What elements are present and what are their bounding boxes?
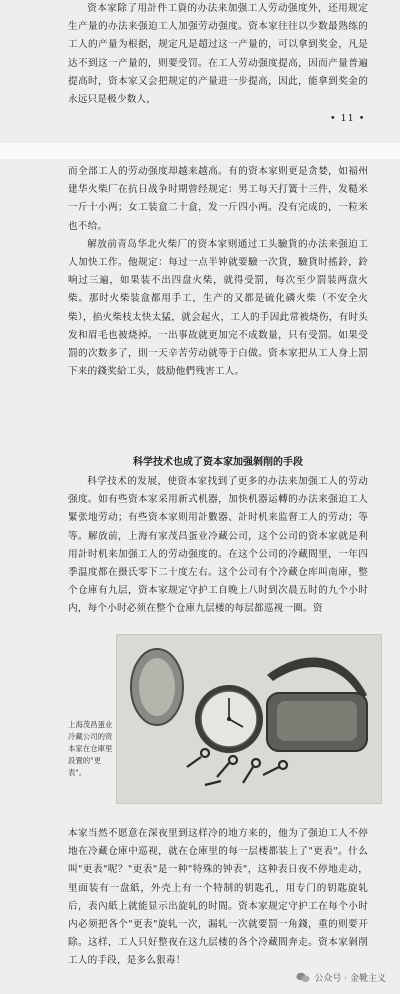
page-12 — [0, 159, 400, 617]
paragraph: 解放前青岛华北火柴厂的资本家则通过工头驗貨的办法来强迫工人加快工作。他规定：每过一点半钟就要驗一次貨，驗貨时搖鈴，鈴响过三遍，如果装不出四盘火柴，就得受罰，每次至少罰装两盘火柴。那时火柴装盒都用手工，生产的又都是硫化磷火柴（不安全火柴），掐火柴枝太快太猛，就会起火，工人的手因此常被烧伤，有时头发和眉毛也被烧掉。一出事故就更加完不成数量，只有受罰。如果受罰的次数多了，則一天辛苦劳动就等于白做。资本家把从工人身上罰下来的錢奖給工头，鼓励他們残害工人。 — [68, 238, 368, 378]
paragraph: 本家当然不愿意在深夜里到这样冷的地方来的，他为了强迫工人不停地在冷藏仓庫中巡视，就在仓庫里的每一层楼都装上了"更表"。什么叫"更表"呢？"更表"是一种"特殊的钟表"，这种表日夜不停地走动，里面装有一盘紙，外壳上有一个特制的钥匙孔，用专门的钥匙旋轧后，表內紙上就能显示出旋轧的时間。资本家规定守护工在每个小时内必须把各个"更表"旋轧一次，漏轧一次就要罰一角錢，重的则要开除。这样，工人只好整夜在这九层楼的各个冷藏間奔走。资本家剝削工人的手段，是多么狠毒！ — [68, 828, 368, 967]
photo-caption: 上海茂昌蛋业冷藏公司的资本家在仓庫里設置的"更表"。 — [68, 720, 113, 777]
section-heading: 科学技术也成了资本家加强剝削的手段 — [133, 457, 303, 468]
text-block — [68, 473, 368, 617]
page-11-fragment — [0, 0, 400, 143]
text-block — [68, 163, 368, 381]
text-block — [68, 0, 368, 109]
text-block — [68, 825, 368, 971]
watermark — [296, 971, 386, 984]
paragraph: 科学技术的发展，使资本家找到了更多的办法来加强工人的劳动强度。如有些资本家采用新式机器，加快机器运轉的办法来强迫工人緊张地劳动；有些资本家则用計數器、計时机来监督工人的劳动；等等。解放前，上海有家茂昌蛋业冷藏公司，这个公司的资本家就是利用計时机来加强工人的劳动强度的。在这个公司的冷藏間里，一年四季温度都在摄氏零下二十度左右。这个公司有个冷藏仓库叫南庫，整个仓庫有九层，资本家规定守护工自晚上八时到次晨五时的九个小时内，每个小时必须在整个仓庫九层楼的每层都巡视一圈。资 — [68, 476, 368, 615]
watermark-text: 公众号 · 金靴主义 — [314, 974, 386, 984]
photo-watchman-clock — [116, 634, 382, 804]
paragraph: 而全部工人的劳动强度却越来越高。有的资本家则更是贪婪，如福州建华火柴厂在抗日战争时期曾经规定：男工每天打簧十三件，发糙米一斤十小两；女工装盒二十盒，发一斤四小两。没有完成的，一粒米也不给。 — [68, 166, 368, 232]
page-divider — [0, 143, 400, 159]
wechat-icon — [296, 972, 310, 983]
page-number: • 11 • — [330, 113, 366, 124]
paragraph: 资本家除了用計件工資的办法来加强工人劳动强度外，还用规定生产量的办法来强迫工人加强劳动强度。资本家往往以少数最熟练的工人的产量为根据，规定凡是超过这一产量的，可以拿到奖金，凡是达不到这一产量的，则要受罚。在工人劳动强度提高，因而产量普遍提高时，资本家又会把规定的产量进一步提高，因此，能拿到奖金的永远只是极少数人， — [68, 3, 368, 106]
page-13-fragment — [0, 617, 400, 994]
